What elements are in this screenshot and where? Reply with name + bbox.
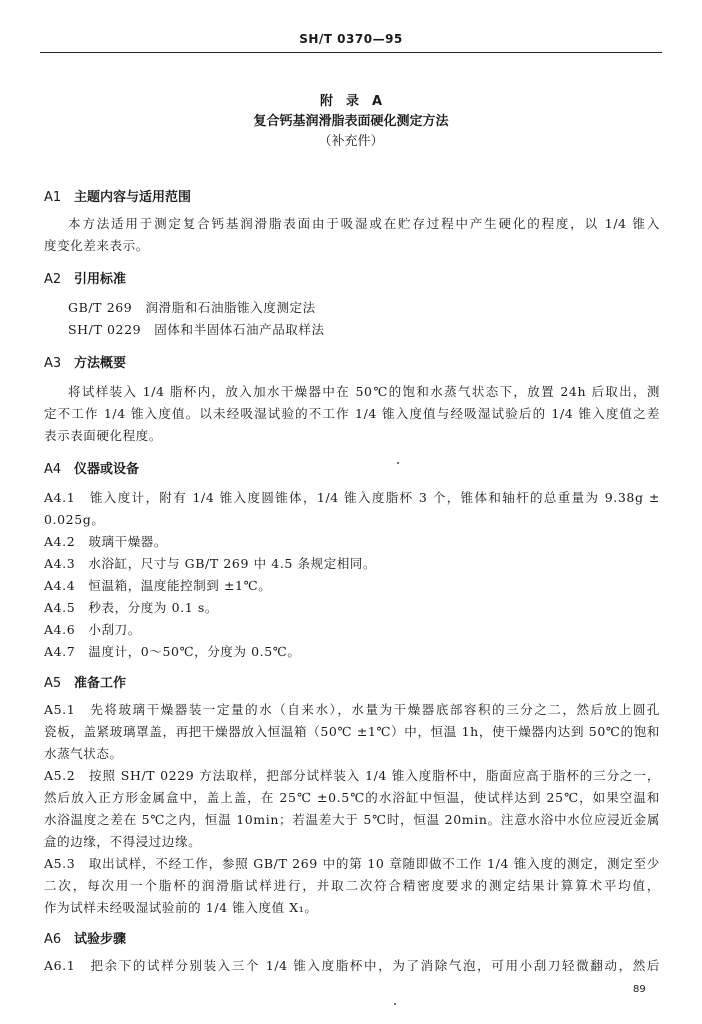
section-number: A2 <box>44 272 62 287</box>
list-item: A4.4 恒温箱，温度能控制到 ±1℃。 <box>44 578 272 593</box>
section-heading-a3 <box>44 352 126 371</box>
page-number: 89 <box>633 984 646 995</box>
paragraph-line: 定不工作 1/4 锥入度值。以未经吸湿试验的不工作 1/4 锥入度值与经吸湿试验后的 1/4 锥入度值之差 <box>44 406 660 421</box>
section-heading-a2 <box>44 268 126 287</box>
list-item: A4.2 玻璃干燥器。 <box>44 534 168 549</box>
standard-number-header: SH/T 0370—95 <box>299 32 403 46</box>
paragraph-line: 水蒸气状态。 <box>44 746 123 761</box>
paragraph-line: 水浴温度之差在 5℃之内，恒温 10min；若温差大于 5℃时，恒温 20min。注意水浴中水位应浸近金属 <box>44 812 660 827</box>
reference-line: GB/T 269 润滑脂和石油脂锥入度测定法 <box>68 300 316 315</box>
scan-speck <box>394 1003 396 1005</box>
section-title: 试验步骤 <box>74 932 127 947</box>
section-heading-a1 <box>44 186 191 205</box>
section-title: 仪器或设备 <box>74 462 140 477</box>
appendix-label: 附 录 A <box>319 94 383 109</box>
paragraph-line: 然后放入正方形金属盒中，盖上盖，在 25℃ ±0.5℃的水浴缸中恒温，使试样达到 25℃，如果空温和 <box>44 790 660 805</box>
list-item: 0.025g。 <box>44 512 105 527</box>
section-number: A4 <box>44 462 62 477</box>
section-number: A5 <box>44 676 62 691</box>
reference-line: SH/T 0229 固体和半固体石油产品取样法 <box>68 322 325 337</box>
section-number: A3 <box>44 356 62 371</box>
paragraph-line: A5.1 先将玻璃干燥器装一定量的水（自来水），水量为干燥器底部容积的三分之二，然后放上圆孔 <box>44 702 660 717</box>
paragraph-line: 瓷板，盖紧玻璃罩盖，再把干燥器放入恒温箱（50℃ ±1℃）中，恒温 1h，使干燥器内达到 50℃的饱和 <box>44 724 660 739</box>
section-title: 引用标准 <box>74 272 127 287</box>
list-item: A4.1 锥入度计，附有 1/4 锥入度圆锥体，1/4 锥入度脂杯 3 个，锥体和轴杆的总重量为 9.38g ± <box>44 490 660 505</box>
paragraph-line: 作为试样未经吸湿试验前的 1/4 锥入度值 X₁。 <box>44 900 318 915</box>
paragraph-line: A5.3 取出试样，不经工作，参照 GB/T 269 中的第 10 章随即做不工作 1/4 锥入度的测定，测定至少 <box>44 856 660 871</box>
header-rule <box>40 52 662 53</box>
section-title: 准备工作 <box>74 676 127 691</box>
scan-speck <box>397 462 399 464</box>
section-number: A1 <box>44 190 62 205</box>
list-item: A4.5 秒表，分度为 0.1 s。 <box>44 600 218 615</box>
section-title: 方法概要 <box>74 356 127 371</box>
section-title: 主题内容与适用范围 <box>74 190 192 205</box>
paragraph-line: 本方法适用于测定复合钙基润滑脂表面由于吸湿或在贮存过程中产生硬化的程度，以 1/4 锥入 <box>68 216 660 231</box>
appendix-note: （补充件） <box>318 134 384 149</box>
paragraph-line: A6.1 把余下的试样分别装入三个 1/4 锥入度脂杯中，为了消除气泡，可用小刮刀轻微翻动，然后 <box>44 958 660 973</box>
paragraph-line: A5.2 按照 SH/T 0229 方法取样，把部分试样装入 1/4 锥入度脂杯中，脂面应高于脂杯的三分之一， <box>44 768 660 783</box>
section-heading-a5 <box>44 672 126 691</box>
list-item: A4.7 温度计，0～50℃，分度为 0.5℃。 <box>44 644 301 659</box>
appendix-title: 复合钙基润滑脂表面硬化测定方法 <box>253 114 449 129</box>
section-heading-a4 <box>44 458 139 477</box>
paragraph-line: 盒的边缘，不得浸过边缘。 <box>44 834 202 849</box>
paragraph-line: 表示表面硬化程度。 <box>44 428 162 443</box>
section-number: A6 <box>44 932 62 947</box>
paragraph-line: 度变化差来表示。 <box>44 238 149 253</box>
list-item: A4.6 小刮刀。 <box>44 622 141 637</box>
paragraph-line: 将试样装入 1/4 脂杯内，放入加水干燥器中在 50℃的饱和水蒸气状态下，放置 24h 后取出，测 <box>68 384 660 399</box>
paragraph-line: 二次，每次用一个脂杯的润滑脂试样进行，并取二次符合精密度要求的测定结果计算算术平均值， <box>44 878 660 893</box>
list-item: A4.3 水浴缸，尺寸与 GB/T 269 中 4.5 条规定相同。 <box>44 556 377 571</box>
section-heading-a6 <box>44 928 126 947</box>
